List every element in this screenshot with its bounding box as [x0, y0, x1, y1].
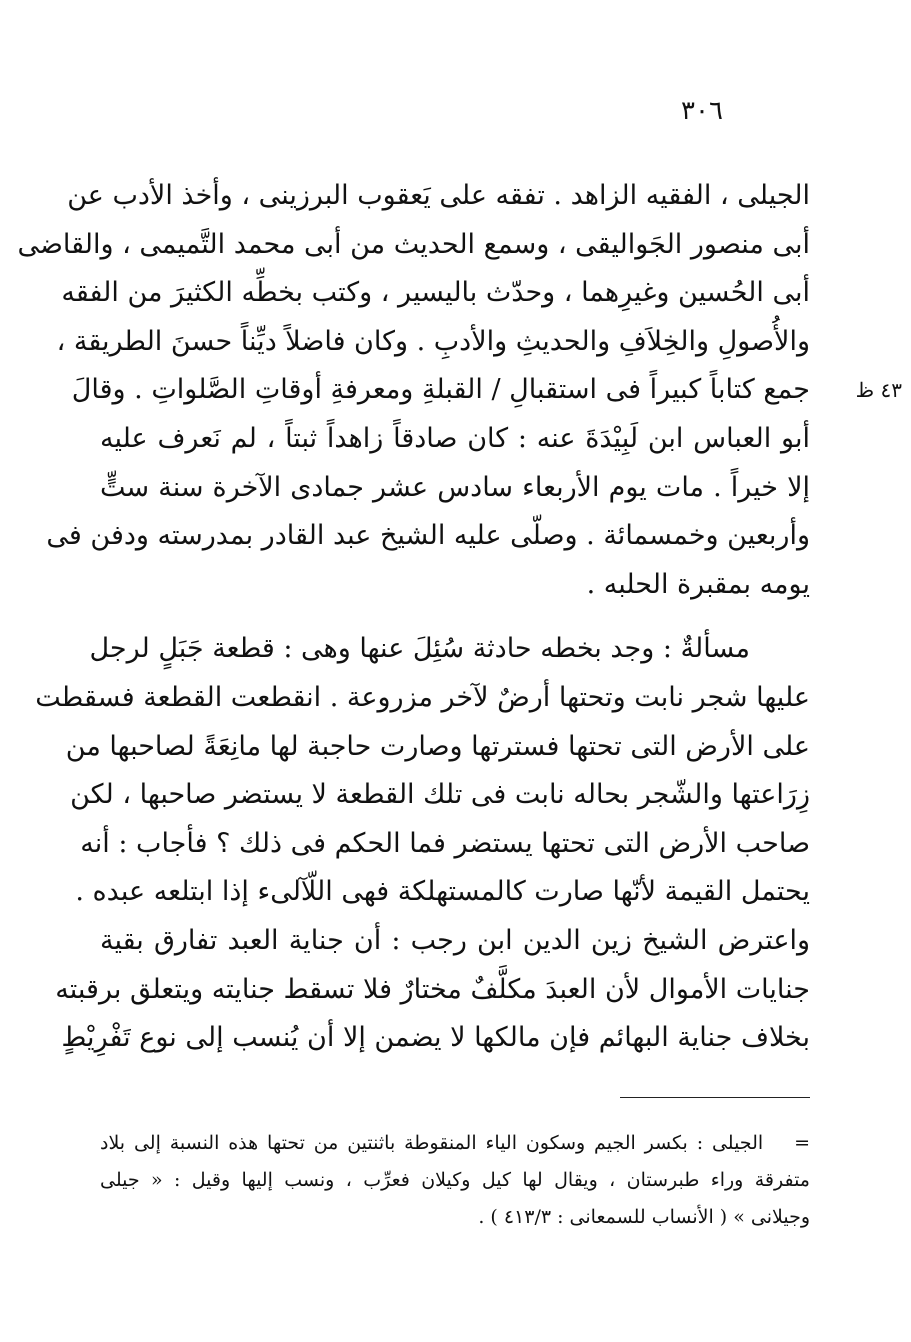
- text-line: أبى الحُسين وغيرِهما ، وحدّث باليسير ، وكتب بخطِّه الكثيرَ من الفقه: [61, 277, 810, 309]
- text-line: واعترض الشيخ زين الدين ابن رجب : أن جناية العبد تفارق بقية: [100, 924, 810, 956]
- text-line: والأُصولِ والخِلاَفِ والحديثِ والأدبِ . وكان فاضلاً ديِّناً حسنَ الطريقة ،: [56, 325, 810, 357]
- text-line: مسألةٌ : وجد بخطه حادثة سُئِلَ عنها وهى : قطعة جَبَلٍ لرجل: [89, 633, 750, 665]
- text-line: جمع كتاباً كبيراً فى استقبالِ / القبلةِ ومعرفةِ أوقاتِ الصَّلواتِ . وقالَ: [71, 374, 810, 406]
- paragraph-gap: [100, 609, 810, 625]
- paragraph-1: [17, 172, 810, 609]
- text-line: وأربعين وخمسمائة . وصلّى عليه الشيخ عبد القادر بمدرسته ودفن فى: [46, 520, 810, 552]
- text-line: إلا خيراً . مات يوم الأربعاء سادس عشر جمادى الآخرة سنة ستٍّ: [100, 471, 810, 503]
- text-line: الجيلى ، الفقيه الزاهد . تفقه على يَعقوب البرزينى ، وأخذ الأدب عن: [67, 180, 810, 211]
- paragraph-2: [35, 625, 810, 1062]
- body-text: [17, 172, 810, 1063]
- footnote-marker: =: [794, 1132, 810, 1154]
- footnotes: [100, 1125, 810, 1236]
- page-number: ٣٠٦: [681, 96, 723, 126]
- footnote-separator: [620, 1097, 810, 1098]
- margin-note: ٤٣ ظ: [855, 378, 902, 402]
- footnote-line: وجيلانى » ( الأنساب للسمعانى : ٤١٣/٣ ) .: [478, 1206, 810, 1228]
- text-line: على الأرض التى تحتها فسترتها وصارت حاجبة لها مانِعَةً لصاحبها من: [65, 730, 810, 762]
- footnote-line: متفرقة وراء طبرستان ، ويقال لها كيل وكيلان فعرِّب ، ونسب إليها وقيل : « جيلى: [100, 1169, 810, 1191]
- footnote-text: الجيلى : بكسر الجيم وسكون الياء المنقوطة باثنتين من تحتها هذه النسبة إلى بلاد: [100, 1132, 764, 1154]
- text-line: يحتمل القيمة لأنّها صارت كالمستهلكة فهى اللّآلىء إذا ابتلعه عبده .: [75, 876, 810, 908]
- footnote-line: [100, 1125, 810, 1162]
- text-line: جنايات الأموال لأن العبدَ مكلَّفٌ مختارٌ فلا تسقط جنايته ويتعلق برقبته: [55, 973, 810, 1005]
- text-line: أبى منصور الجَواليقى ، وسمع الحديث من أبى محمد التَّميمى ، والقاضى: [17, 228, 810, 260]
- text-line: يومه بمقبرة الحلبه .: [586, 568, 810, 600]
- text-line: أبو العباس ابن لَبِيْدَةَ عنه : كان صادقاً زاهداً ثبتاً ، لم نَعرف عليه: [100, 422, 810, 454]
- text-line: بخلاف جناية البهائم فإن مالكها لا يضمن إلا أن يُنسب إلى نوع تَفْرِيْطٍ: [61, 1022, 810, 1054]
- text-line: زِرَاعتها والشّجر بحاله نابت فى تلك القطعة لا يستضر صاحبها ، لكن: [70, 779, 810, 811]
- text-line: صاحب الأرض التى تحتها يستضر فما الحكم فى ذلك ؟ فأجاب : أنه: [80, 827, 810, 859]
- text-line: عليها شجر نابت وتحتها أرضٌ لآخر مزروعة . انقطعت القطعة فسقطت: [35, 681, 810, 713]
